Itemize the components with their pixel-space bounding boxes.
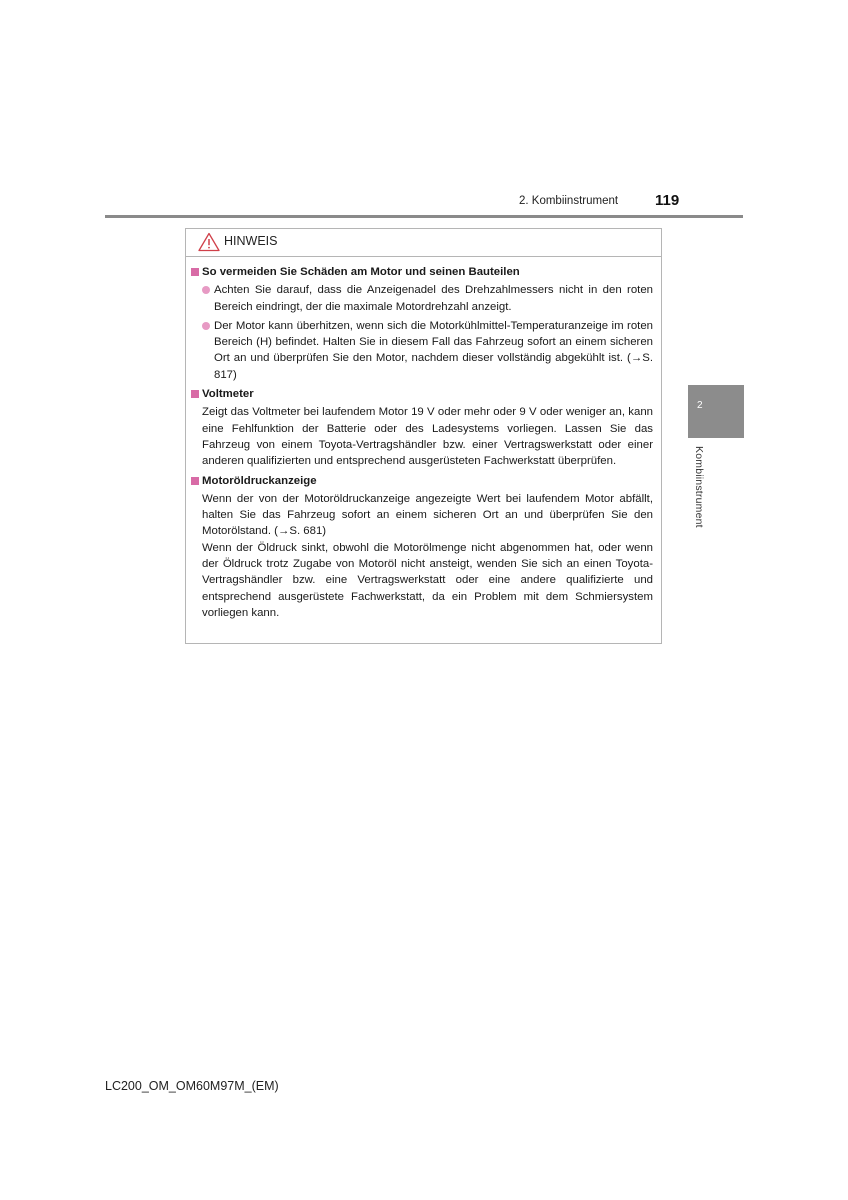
warning-triangle-icon — [198, 232, 220, 252]
dot-bullet-icon — [202, 322, 210, 330]
paragraph: Wenn der von der Motoröldruckanzeige angezeigte Wert bei laufendem Motor abfällt, halten Sie das Fahrzeug sofort an einem sicheren Ort an und überprüfen Sie den Motorölstand. (→S. 681) Wenn der Öldruck sinkt, obwohl die Motorölmenge nicht abgenommen hat, oder wenn der Öldruck trotz Zugabe von Motoröl nicht ansteigt, wenden Sie sich an einen Toyota-Vertragshändler bzw. eine Vertragswerkstatt oder eine andere qualifizierte und entsprechend ausgerüstete Fachwerkstatt, da ein Problem mit dem Schmiersystem vorliegen kann. — [202, 492, 653, 619]
section-heading: Motoröldruckanzeige — [186, 473, 661, 489]
notice-box — [185, 228, 662, 644]
square-bullet-icon — [191, 268, 199, 276]
section-heading: Voltmeter — [186, 386, 661, 402]
notice-title: HINWEIS — [224, 234, 278, 248]
notice-content — [186, 264, 661, 624]
chapter-tab[interactable] — [688, 385, 744, 438]
square-bullet-icon — [191, 390, 199, 398]
bullet-item: Der Motor kann überhitzen, wenn sich die Motorkühlmittel-Temperaturanzeige im roten Bereich (H) befindet. Halten Sie in diesem Fall das Fahrzeug sofort an einem sicheren Ort an und überprüfen Sie den Motor, nachdem dieser vollständig abgekühlt ist. (→S. 817) — [186, 318, 661, 383]
section-heading: So vermeiden Sie Schäden am Motor und seinen Bauteilen — [186, 264, 661, 280]
page-number: 119 — [655, 192, 680, 209]
header-rule — [105, 215, 743, 218]
paragraph: Zeigt das Voltmeter bei laufendem Motor 19 V oder mehr oder 9 V oder weniger an, kann eine Fehlfunktion der Batterie oder des Ladesystems vorliegen. Lassen Sie das Fahrzeug von einem Toyota-Vertragshändler bzw. einer Vertragswerkstatt oder einer anderen qualifizierten und entsprechend ausgerüsteten Fachwerkstatt überprüfen. — [202, 406, 653, 468]
chapter-tab-label: Kombiinstrument — [693, 446, 705, 528]
notice-title-row — [186, 229, 661, 257]
chapter-tab-number: 2 — [697, 400, 703, 411]
dot-bullet-icon — [202, 286, 210, 294]
square-bullet-icon — [191, 477, 199, 485]
document-code: LC200_OM_OM60M97M_(EM) — [105, 1079, 279, 1093]
bullet-item: Achten Sie darauf, dass die Anzeigenadel des Drehzahlmessers nicht in den roten Bereich eindringt, der die maximale Motordrehzahl anzeigt. — [186, 282, 661, 315]
section-title: 2. Kombiinstrument — [519, 195, 619, 207]
